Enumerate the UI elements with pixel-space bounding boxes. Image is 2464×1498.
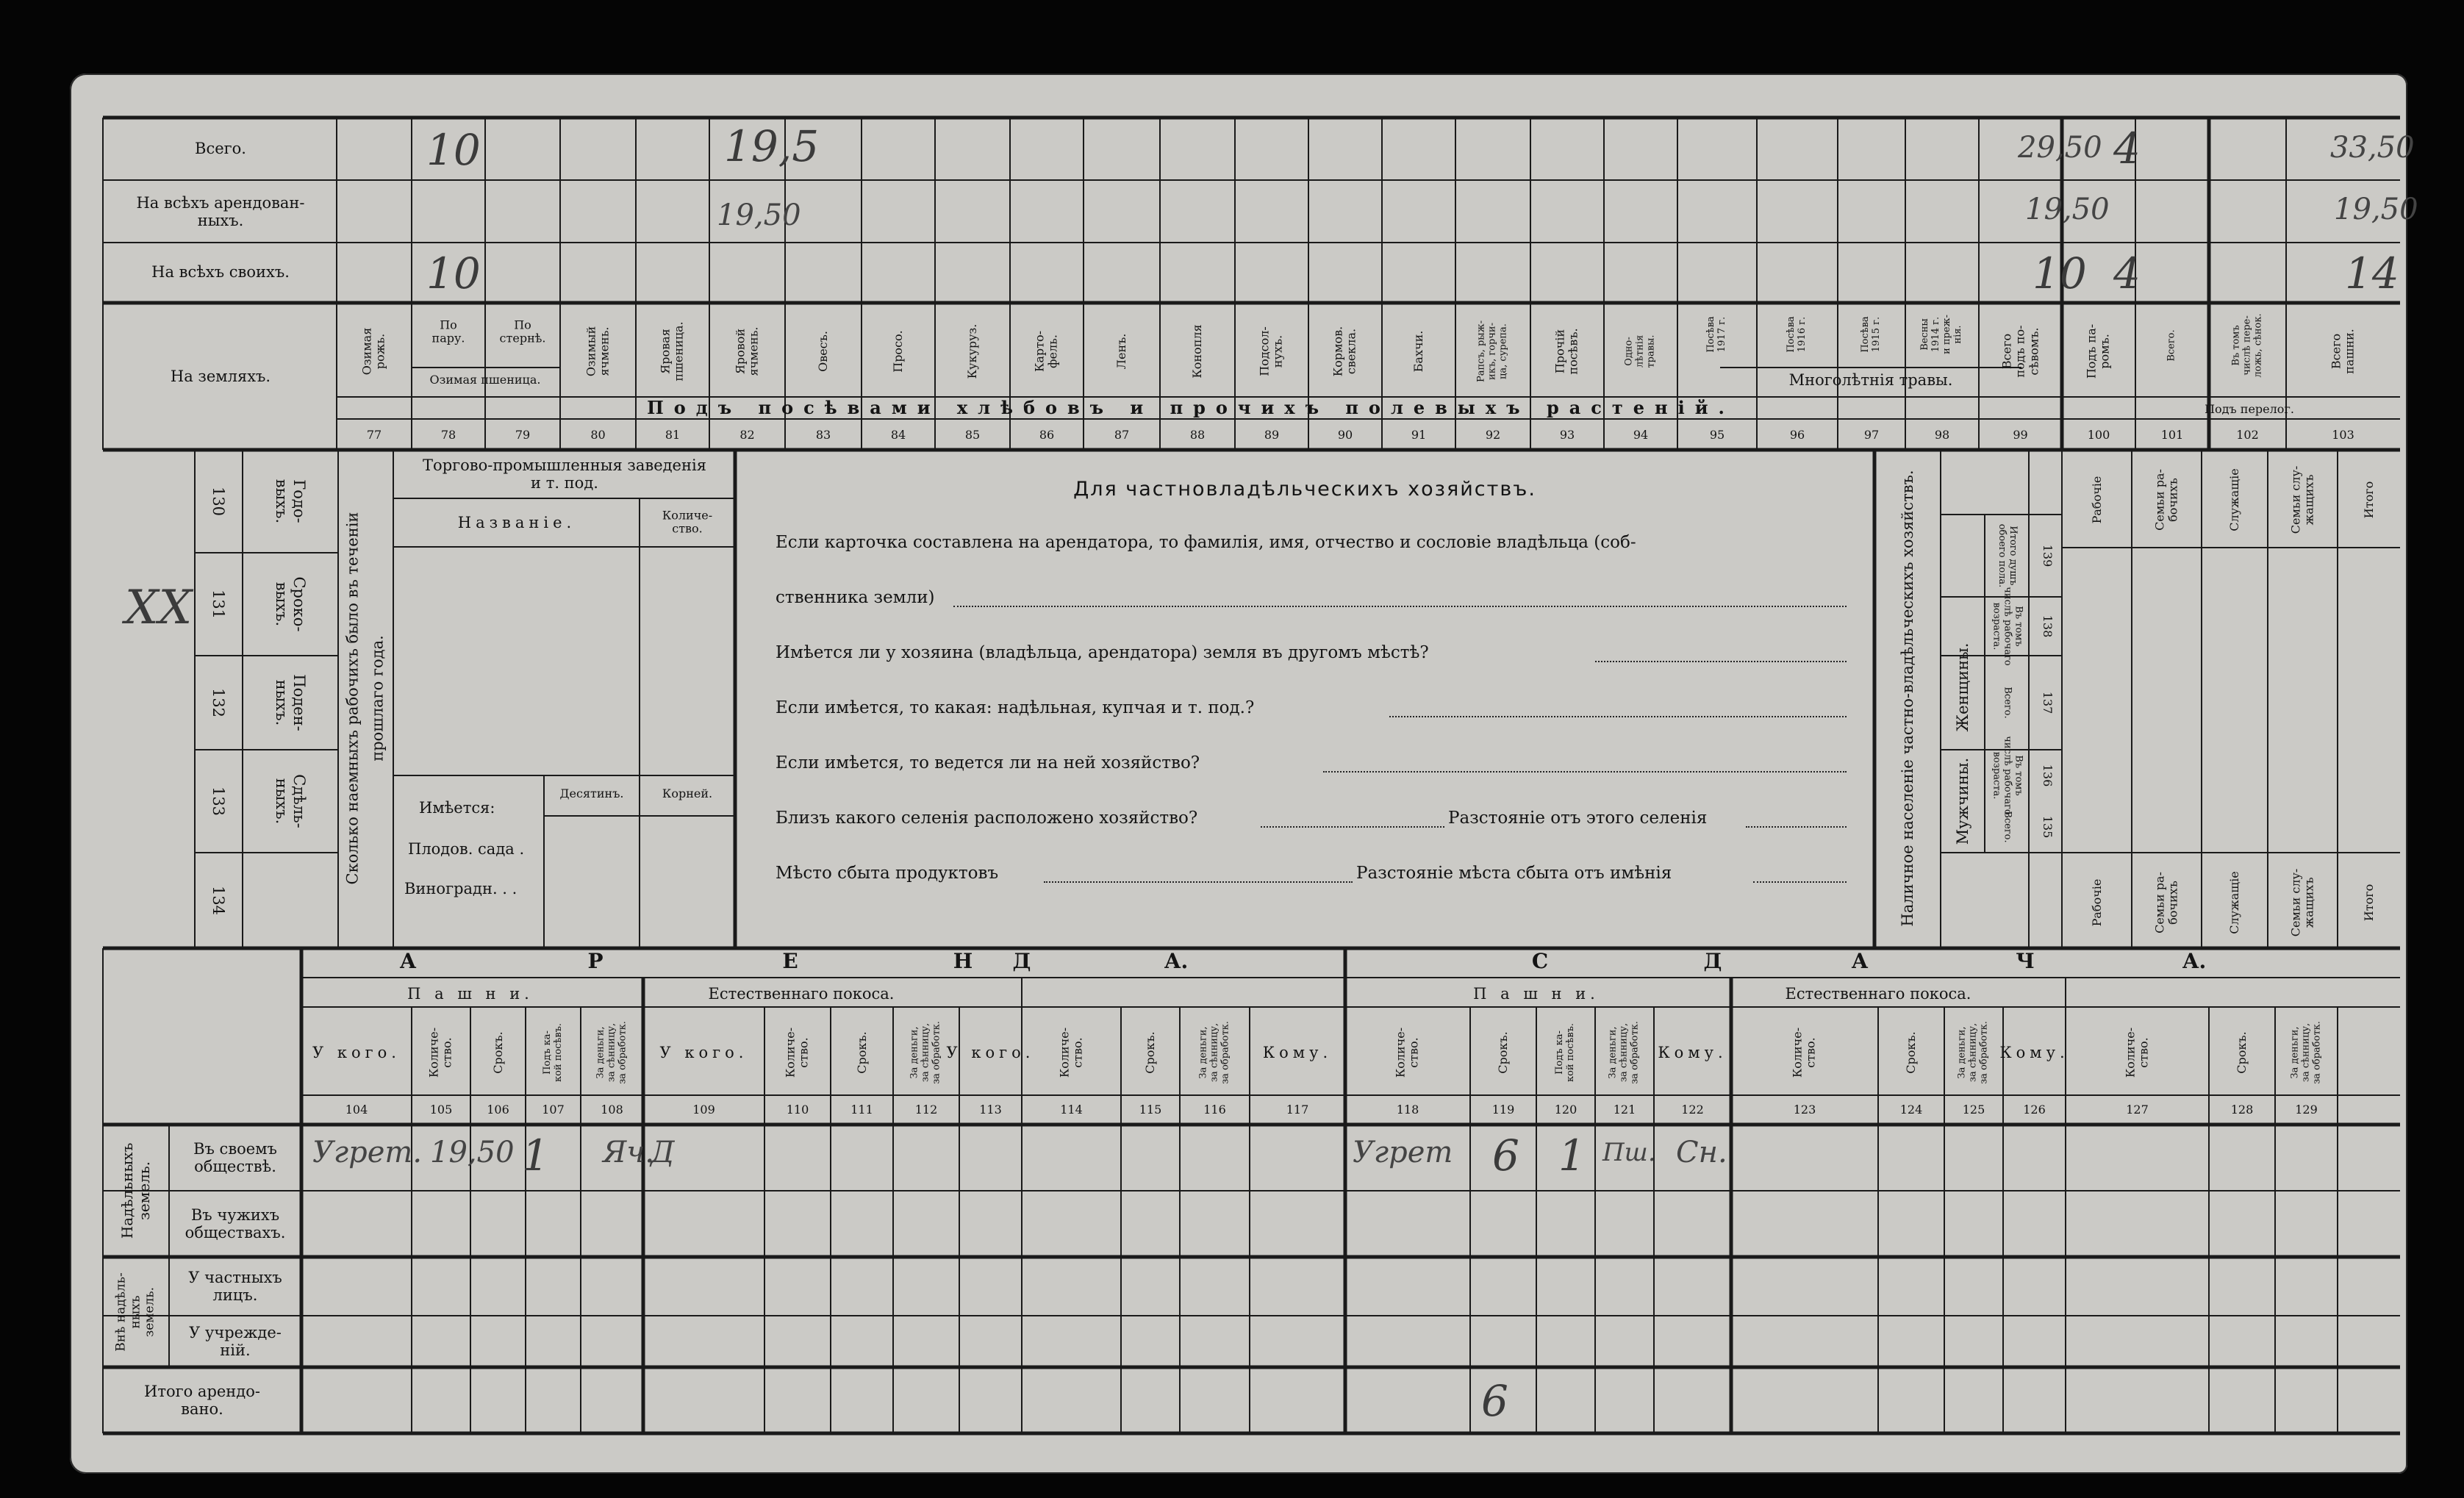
bottom-header-115: Срокъ. xyxy=(1142,1031,1157,1074)
row-chuzhih-obshchestvah: Въ чужихъ обществахъ. xyxy=(185,1205,286,1241)
bottom-col-number-106: 106 xyxy=(487,1102,509,1117)
hw-vsego-103: 33,50 xyxy=(2330,131,2415,165)
hw-r1-119: 1 xyxy=(1558,1130,1586,1180)
bottom-col-number-123: 123 xyxy=(1793,1102,1816,1117)
hw-svoih-78: 10 xyxy=(426,248,481,298)
bottom-col-number-124: 124 xyxy=(1899,1102,1923,1117)
worker-row-label-130: Годо- выхъ. xyxy=(273,479,309,524)
bottom-col-number-107: 107 xyxy=(542,1102,565,1117)
private-estates-title: Для частновладѣльческихъ хозяйствъ. xyxy=(1073,478,1536,501)
bottom-col-number-113: 113 xyxy=(979,1102,1002,1117)
sdacha-letter-0: С xyxy=(1531,948,1549,973)
col-header-94: Одно- лѣтнія травы. xyxy=(1623,334,1657,368)
col-number-87: 87 xyxy=(1114,427,1130,442)
hired-workers-question: Сколько наемныхъ рабочихъ было въ теченіи прошлаго года. xyxy=(343,512,386,885)
col-number-86: 86 xyxy=(1039,427,1055,442)
col-header-82: Яровой ячмень. xyxy=(733,326,761,376)
header-ozimaya-pshenitsa: Озимая пшеница. xyxy=(429,372,541,387)
col-number-103: 103 xyxy=(2332,427,2354,442)
trade-qty-header: Количе- ство. xyxy=(662,508,713,536)
population-col-135: Всего. xyxy=(2002,811,2013,843)
col-header-80: Озимый ячмень. xyxy=(584,326,612,377)
q5-distance: Разстояніе отъ этого селенія xyxy=(1448,809,1708,828)
col-header-102: Въ томъ числѣ пере- ложь, сѣнок. xyxy=(2230,313,2263,378)
group-vne-nadel: Внѣ надѣль- ныхъ земель. xyxy=(113,1272,157,1352)
bottom-header-127: Количе- ство. xyxy=(2123,1027,2151,1078)
bottom-header-116: За деньги, за сѣнницу, за обработк. xyxy=(1197,1021,1231,1084)
col-number-93: 93 xyxy=(1559,427,1575,442)
q3-answer-line[interactable] xyxy=(1389,716,1847,717)
header-mnogoletnie-travy: Многолѣтнія травы. xyxy=(1788,370,1953,389)
bottom-col-number-122: 122 xyxy=(1681,1102,1704,1117)
staff-col-top-2: Служащіе xyxy=(2227,468,2241,531)
row-label-na-zemlyah: На земляхъ. xyxy=(170,367,271,385)
trade-establishments-title: Торгово-промышленныя заведенія и т. под. xyxy=(423,456,706,492)
col-number-77: 77 xyxy=(366,427,382,442)
staff-col-bottom-0: Рабочіе xyxy=(2089,878,2104,927)
hw-vsego-78: 10 xyxy=(426,125,481,175)
left-margin-mark: XX xyxy=(125,581,193,635)
row-label-arendovannyh: На всѣхъ арендован- ныхъ. xyxy=(136,193,305,229)
sdacha-letter-1: Д xyxy=(1703,948,1722,973)
bottom-col-number-126: 126 xyxy=(2023,1102,2046,1117)
hw-r1-107: Яч. xyxy=(603,1136,654,1169)
bottom-col-number-114: 114 xyxy=(1060,1102,1083,1117)
col-number-88: 88 xyxy=(1189,427,1206,442)
bottom-col-number-121: 121 xyxy=(1613,1102,1636,1117)
worker-row-label-131: Сроко- выхъ. xyxy=(273,576,309,632)
arenda-pokos-header: Естественнаго покоса. xyxy=(708,984,895,1003)
col-header-95: Посѣва 1917 г. xyxy=(1705,316,1727,353)
col-number-91: 91 xyxy=(1411,427,1427,442)
col-header-87: Ленъ. xyxy=(1114,333,1128,370)
q4-farming: Если имѣется, то ведется ли на ней хозяйство? xyxy=(776,753,1200,773)
col-header-91: Бахчи. xyxy=(1411,330,1425,373)
bottom-header-125: За деньги, за сѣнницу, за обработк. xyxy=(1956,1021,1990,1084)
population-num-135: 135 xyxy=(2041,815,2055,839)
col-number-92: 92 xyxy=(1485,427,1501,442)
staff-col-top-0: Рабочіе xyxy=(2089,476,2104,524)
bottom-header-113: У кого. xyxy=(946,1043,1035,1061)
col-number-97: 97 xyxy=(1863,427,1880,442)
korney-header: Корней. xyxy=(662,786,713,800)
bottom-header-109: У кого. xyxy=(659,1043,748,1061)
hw-total-118: 6 xyxy=(1481,1376,1508,1426)
population-num-139: 139 xyxy=(2041,544,2055,567)
bottom-header-121: За деньги, за сѣнницу, за обработк. xyxy=(1607,1021,1641,1084)
col-header-92: Рапсъ, рыж- икъ, горчи- ца, сурепа. xyxy=(1475,320,1509,382)
bottom-col-number-109: 109 xyxy=(692,1102,715,1117)
q4-answer-line[interactable] xyxy=(1323,771,1847,773)
hw-r1-106: 1 xyxy=(522,1130,549,1180)
worker-row-num-133: 133 xyxy=(209,786,228,817)
bottom-col-number-115: 115 xyxy=(1139,1102,1162,1117)
col-header-78: По пару. xyxy=(431,318,465,345)
q6-market-place: Мѣсто сбыта продуктовъ xyxy=(776,864,999,883)
bottom-header-112: За деньги, за сѣнницу, за обработк. xyxy=(909,1021,942,1084)
col-number-99: 99 xyxy=(2013,427,2028,442)
bottom-header-118: Количе- ство. xyxy=(1393,1027,1421,1078)
population-num-137: 137 xyxy=(2041,691,2055,714)
hw-r1-108: Д xyxy=(651,1136,675,1169)
col-number-85: 85 xyxy=(964,427,981,442)
staff-col-bottom-3: Семьи слу- жащихъ xyxy=(2288,868,2316,937)
q6-answer-line[interactable] xyxy=(1044,881,1353,883)
hw-vsego-100: 4 xyxy=(2113,123,2141,173)
population-col-136: Въ томъ числѣ рабочаго возраста. xyxy=(1991,736,2024,815)
q5-nearest-village: Близъ какого селенія расположено хозяйство? xyxy=(776,809,1198,828)
col-header-79: По стернѣ. xyxy=(499,318,546,345)
bottom-col-number-125: 125 xyxy=(1962,1102,1985,1117)
q2-other-land: Имѣется ли у хозяина (владѣльца, арендатора) земля въ другомъ мѣстѣ? xyxy=(776,643,1429,662)
population-num-136: 136 xyxy=(2041,764,2055,787)
col-header-85: Кукуруз. xyxy=(964,323,979,379)
hw-arend-99: 19,50 xyxy=(2025,193,2110,226)
col-header-101: Всего. xyxy=(2166,329,2177,362)
col-number-89: 89 xyxy=(1264,427,1280,442)
population-col-138: Въ томъ числѣ рабочаго возраста. xyxy=(1991,587,2024,666)
banner-posevy: Подъ посѣвами хлѣбовъ и прочихъ полевыхъ растеній. xyxy=(647,397,1735,419)
population-col-139: Итого душъ обоего пола. xyxy=(1996,523,2019,588)
bottom-header-123: Количе- ство. xyxy=(1790,1027,1818,1078)
sdacha-letter-2: А xyxy=(1851,948,1869,973)
col-number-102: 102 xyxy=(2236,427,2259,442)
col-number-78: 78 xyxy=(440,427,456,442)
population-header: Наличное населеніе частно-владѣльческихъ хозяйствъ. xyxy=(1898,470,1916,927)
bottom-col-number-110: 110 xyxy=(786,1102,809,1117)
hw-vsego-99: 29,50 xyxy=(2018,131,2102,165)
q3-land-type: Если имѣется, то какая: надѣльная, купчая и т. под.? xyxy=(776,698,1255,717)
bottom-col-number-127: 127 xyxy=(2126,1102,2149,1117)
col-number-94: 94 xyxy=(1633,427,1649,442)
bottom-header-108: За деньги, за сѣнницу, за обработк. xyxy=(595,1021,628,1084)
col-header-81: Яровая пшеница. xyxy=(658,321,686,381)
q1-owner-line1: Если карточка составлена на арендатора, то фамилія, имя, отчество и сословіе владѣльца (соб- xyxy=(776,533,1636,552)
q6-distance: Разстояніе мѣста сбыта отъ имѣнія xyxy=(1356,864,1672,883)
col-header-83: Овесъ. xyxy=(815,331,830,372)
men-header: Мужчины. xyxy=(1953,757,1971,845)
col-header-77: Озимая рожь. xyxy=(359,327,387,376)
bottom-header-117: Кому. xyxy=(1262,1043,1333,1061)
col-number-95: 95 xyxy=(1709,427,1725,442)
worker-row-num-132: 132 xyxy=(209,687,228,718)
has-label: Имѣется: xyxy=(419,799,495,817)
sdacha-pokos-header: Естественнаго покоса. xyxy=(1785,984,1971,1003)
col-header-98: Весны 1914 г. и преж- нія. xyxy=(1919,315,1963,354)
row-label-svoih: На всѣхъ своихъ. xyxy=(151,262,290,281)
bottom-header-120: Подъ ка- кой посѣвъ. xyxy=(1554,1022,1576,1083)
trade-name-header: Названіе. xyxy=(457,513,576,531)
hw-r1-104: Угрет. xyxy=(312,1136,423,1169)
vineyard-label: Виноградн. . . xyxy=(404,880,517,897)
q1-answer-line[interactable] xyxy=(953,606,1847,607)
bottom-header-111: Срокъ. xyxy=(854,1031,869,1074)
col-number-81: 81 xyxy=(665,427,681,442)
worker-row-label-133: Сдѣль- ныхъ. xyxy=(273,774,309,828)
bottom-header-105: Количе- ство. xyxy=(426,1027,454,1078)
bottom-header-106: Срокъ. xyxy=(490,1031,505,1074)
hw-r1-117: Угрет xyxy=(1353,1136,1453,1169)
bottom-header-104: У кого. xyxy=(312,1043,401,1061)
arenda-letter-5: А. xyxy=(1164,948,1189,973)
bottom-col-number-129: 129 xyxy=(2295,1102,2318,1117)
arenda-pashni-header: П а ш н и. xyxy=(407,984,534,1003)
col-header-90: Кормов. свекла. xyxy=(1331,326,1358,377)
col-header-103: Всего пашни. xyxy=(2329,329,2357,374)
bottom-col-number-118: 118 xyxy=(1396,1102,1419,1117)
staff-col-top-3: Семьи слу- жащихъ xyxy=(2288,465,2316,534)
hw-svoih-103: 14 xyxy=(2345,248,2399,298)
col-number-101: 101 xyxy=(2160,427,2184,442)
bottom-header-119: Срокъ. xyxy=(1495,1031,1510,1074)
bottom-header-122: Кому. xyxy=(1658,1043,1727,1061)
bottom-col-number-120: 120 xyxy=(1554,1102,1577,1117)
q6-distance-line[interactable] xyxy=(1753,881,1847,883)
hw-svoih-100: 4 xyxy=(2113,248,2141,298)
staff-col-bottom-2: Служащіе xyxy=(2227,871,2241,934)
col-header-86: Карто- фель. xyxy=(1032,330,1060,373)
col-number-80: 80 xyxy=(590,427,606,442)
col-number-82: 82 xyxy=(739,427,755,442)
col-header-97: Посѣва 1915 г. xyxy=(1860,316,1882,353)
col-number-83: 83 xyxy=(815,427,831,442)
worker-row-num-131: 131 xyxy=(209,589,228,620)
bottom-col-number-128: 128 xyxy=(2230,1102,2254,1117)
arenda-letter-3: Н xyxy=(953,948,973,973)
bottom-header-114: Количе- ство. xyxy=(1057,1027,1085,1078)
bottom-col-number-117: 117 xyxy=(1286,1102,1309,1117)
row-uchrezhdeniy: У учрежде- ній. xyxy=(189,1323,282,1359)
bottom-col-number-104: 104 xyxy=(345,1102,368,1117)
hw-r1-105: 19,50 xyxy=(430,1136,515,1169)
population-num-138: 138 xyxy=(2041,614,2055,638)
col-header-88: Конопля xyxy=(1189,324,1204,379)
col-header-100: Подъ па- ромъ. xyxy=(2084,323,2112,379)
hw-r1-121: Сн. xyxy=(1676,1136,1727,1169)
worker-row-num-130: 130 xyxy=(209,486,228,517)
group-nadel: Надѣльныхъ земель. xyxy=(118,1142,153,1239)
hw-r1-120: Пш. xyxy=(1602,1138,1656,1167)
row-svoem-obshchestve: Въ своемъ обществѣ. xyxy=(193,1139,277,1175)
staff-col-bottom-4: Итого xyxy=(2361,884,2376,922)
hw-arend-103: 19,50 xyxy=(2334,193,2418,226)
q2-answer-line[interactable] xyxy=(1595,661,1847,662)
sdacha-letter-4: А. xyxy=(2182,948,2207,973)
orchard-label: Плодов. сада . xyxy=(408,840,525,858)
staff-col-top-1: Семьи ра- бочихъ xyxy=(2152,469,2180,531)
bottom-header-129: За деньги, за сѣнницу, за обработк. xyxy=(2289,1021,2322,1084)
q1-owner-line2: ственника земли) xyxy=(776,588,935,607)
bottom-col-number-105: 105 xyxy=(429,1102,453,1117)
row-label-vsego: Всего. xyxy=(195,139,246,157)
bottom-col-number-116: 116 xyxy=(1203,1102,1226,1117)
sdacha-letter-3: Ч xyxy=(2016,948,2035,973)
arenda-letter-2: Е xyxy=(782,948,798,973)
col-header-96: Посѣва 1916 г. xyxy=(1786,316,1808,353)
row-itogo-arendovano: Итого арендо- вано. xyxy=(144,1382,260,1418)
bottom-col-number-111: 111 xyxy=(850,1102,873,1117)
desyatin-header: Десятинъ. xyxy=(559,786,624,800)
col-number-98: 98 xyxy=(1934,427,1950,442)
arenda-letter-0: А xyxy=(399,948,417,973)
col-number-100: 100 xyxy=(2087,427,2110,442)
header-pod-perelog: Подъ перелог. xyxy=(2205,401,2294,416)
bottom-header-126: Кому. xyxy=(1999,1043,2069,1061)
worker-row-label-132: Поден- ныхъ. xyxy=(273,674,309,731)
hw-r1-118: 6 xyxy=(1492,1130,1519,1180)
arenda-letter-1: Р xyxy=(587,948,604,973)
col-header-99: Всего подъ по- сѣвомъ. xyxy=(1999,325,2041,378)
row-chastnyh-lits: У частныхъ лицъ. xyxy=(188,1268,282,1304)
col-number-90: 90 xyxy=(1337,427,1353,442)
bottom-header-107: Подъ ка- кой посѣвъ. xyxy=(541,1022,564,1083)
col-header-89: Подсол- нухъ. xyxy=(1257,326,1285,376)
col-number-79: 79 xyxy=(515,427,531,442)
col-number-96: 96 xyxy=(1789,427,1805,442)
q5-distance-line[interactable] xyxy=(1746,826,1847,828)
women-header: Женщины. xyxy=(1953,642,1971,732)
bottom-header-110: Количе- ство. xyxy=(783,1027,811,1078)
population-col-137: Всего. xyxy=(2002,687,2013,719)
bottom-col-number-112: 112 xyxy=(914,1102,938,1117)
hw-arend-82: 19,50 xyxy=(717,198,801,232)
col-header-84: Просо. xyxy=(890,330,905,373)
col-number-84: 84 xyxy=(890,427,906,442)
sdacha-pashni-header: П а ш н и. xyxy=(1473,984,1600,1003)
bottom-header-128: Срокъ. xyxy=(2234,1031,2249,1074)
col-header-93: Прочій посѣвъ. xyxy=(1552,328,1580,375)
hw-vsego-82: 19,5 xyxy=(724,121,820,171)
bottom-col-number-119: 119 xyxy=(1491,1102,1515,1117)
bottom-header-124: Срокъ. xyxy=(1903,1031,1918,1074)
arenda-letter-4: Д xyxy=(1012,948,1031,973)
staff-col-top-4: Итого xyxy=(2361,481,2376,519)
staff-col-bottom-1: Семьи ра- бочихъ xyxy=(2152,872,2180,933)
hw-svoih-99: 10 xyxy=(2033,248,2087,298)
worker-row-num-134: 134 xyxy=(209,885,228,916)
q5-answer-line[interactable] xyxy=(1261,826,1444,828)
bottom-col-number-108: 108 xyxy=(601,1102,623,1117)
